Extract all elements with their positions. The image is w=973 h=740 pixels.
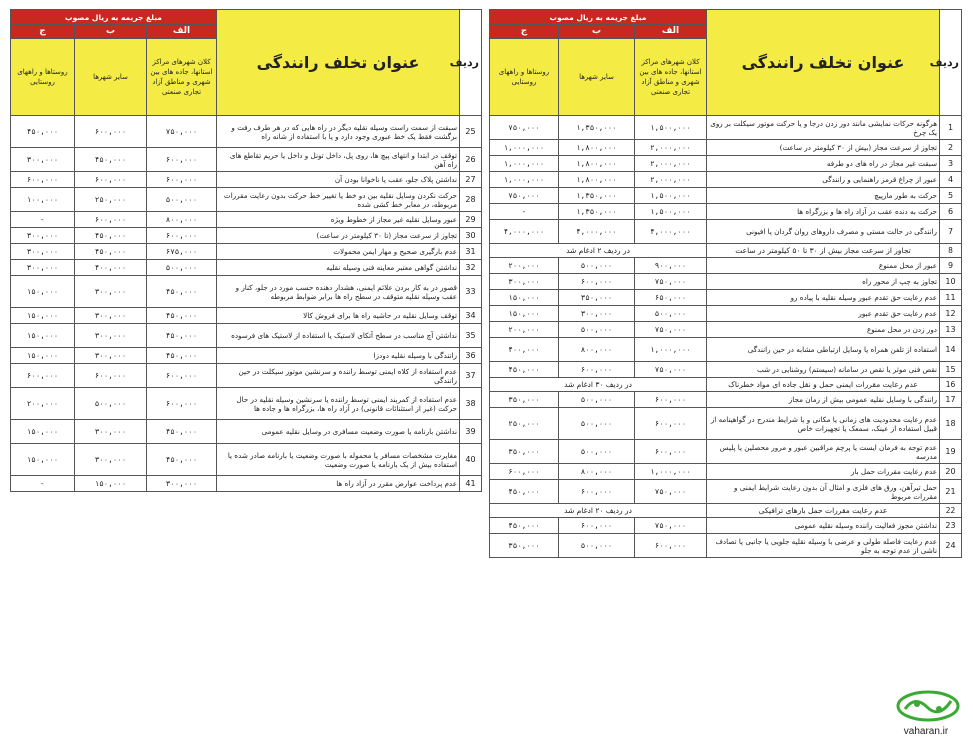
table-row [11,260,482,276]
fines-table-left [10,9,482,492]
title-header: عنوان تخلف رانندگی [217,10,460,116]
table-row [11,212,482,228]
col-alef-header: کلان شهرهای مراکز استانها، جاده های بین شهری و مناطق آزاد تجاری صنعتی [635,39,707,116]
fine-alef: ۲,۰۰۰,۰۰۰ [635,156,707,172]
fine-j: ۴۵۰,۰۰۰ [490,362,559,378]
violation-title: نداشتن آچ مناسب در سطح آتکای لاستیک یا استفاده از لاستیک های فرسوده [217,324,460,348]
table-row [490,408,962,440]
violation-title: تجاوز از سرعت مجاز (بیش از ۳۰ کیلومتر در ساعت) [707,140,940,156]
fine-b: ۳۰۰,۰۰۰ [559,306,635,322]
table-row [490,322,962,338]
table-row [490,220,962,244]
fine-alef: ۴۵۰,۰۰۰ [147,420,217,444]
fine-alef: ۱,۰۰۰,۰۰۰ [635,338,707,362]
row-number: 7 [940,220,962,244]
row-number: 3 [940,156,962,172]
merged-note: در ردیف ۲۰ ادغام شد [490,504,707,518]
fine-alef: ۴,۰۰۰,۰۰۰ [635,220,707,244]
fine-j: ۱۵۰,۰۰۰ [11,348,75,364]
fine-b: ۴۵۰,۰۰۰ [75,244,147,260]
violation-title: رانندگی با وسایل نقلیه عمومی بیش از زمان مجاز [707,392,940,408]
fine-alef: ۶۰۰,۰۰۰ [635,440,707,464]
fine-j: ۳۰۰,۰۰۰ [11,244,75,260]
fine-alef: ۹۰۰,۰۰۰ [635,258,707,274]
row-number: 10 [940,274,962,290]
fine-b: ۱,۳۵۰,۰۰۰ [559,204,635,220]
fine-alef: ۱,۰۰۰,۰۰۰ [635,464,707,480]
fine-alef: ۱,۵۰۰,۰۰۰ [635,116,707,140]
fine-alef: ۸۰۰,۰۰۰ [147,212,217,228]
row-number: 32 [460,260,482,276]
row-number: 38 [460,388,482,420]
fine-b: ۳۰۰,۰۰۰ [75,444,147,476]
col-j-letter: ج [11,25,75,39]
row-number: 37 [460,364,482,388]
row-number: 26 [460,148,482,172]
violation-title: عدم رعایت مقررات حمل بار [707,464,940,480]
fine-j: ۳۰۰,۰۰۰ [11,260,75,276]
row-number: 4 [940,172,962,188]
violation-title: هرگونه حرکات نمایشی مانند دور زدن درجا و یا حرکت موتور سیکلت بر روی یک چرخ [707,116,940,140]
violation-title: عدم رعایت مقررات ایمنی حمل و نقل جاده ای مواد خطرناک [707,378,940,392]
fine-alef: ۵۰۰,۰۰۰ [635,306,707,322]
title-header: عنوان تخلف رانندگی [707,10,940,116]
fine-b: ۵۰۰,۰۰۰ [559,534,635,558]
violation-title: سبقت غیر مجاز در راه های دو طرفه [707,156,940,172]
fine-alef: ۴۵۰,۰۰۰ [147,324,217,348]
fine-j: ۳۵۰,۰۰۰ [490,440,559,464]
table-row [490,258,962,274]
violation-title: عدم بارگیری صحیح و مهار ایمن محمولات [217,244,460,260]
col-b-letter: ب [559,25,635,39]
right-table-body [490,116,962,558]
fine-b: ۳۰۰,۰۰۰ [75,308,147,324]
table-row [490,464,962,480]
fine-j: ۲۵۰,۰۰۰ [490,408,559,440]
col-alef-letter: الف [635,25,707,39]
fine-b: ۵۰۰,۰۰۰ [559,322,635,338]
col-alef-letter: الف [147,25,217,39]
row-number: 28 [460,188,482,212]
violation-title: قصور در به کار بردن علائم ایمنی، هشدار دهنده حسب مورد در جلو، کنار و عقب وسیله نقلیه متوقف در سطح راه ها برابر ضوابط مربوطه [217,276,460,308]
fine-b: ۴۵۰,۰۰۰ [75,148,147,172]
fine-j: ۲۰۰,۰۰۰ [490,322,559,338]
table-row [11,276,482,308]
table-row [11,420,482,444]
fine-alef: ۴۵۰,۰۰۰ [147,308,217,324]
fine-alef: ۳۰۰,۰۰۰ [147,476,217,492]
violation-title: تجاوز از سرعت مجاز بیش از ۳۰ تا ۵۰ کیلومتر در ساعت [707,244,940,258]
fine-j: ۱۵۰,۰۰۰ [11,276,75,308]
fine-alef: ۵۰۰,۰۰۰ [147,188,217,212]
fine-j: ۱۵۰,۰۰۰ [11,444,75,476]
violation-title: تجاوز از سرعت مجاز (تا ۳۰ کیلومتر در ساعت) [217,228,460,244]
col-b-letter: ب [75,25,147,39]
fine-b: ۳۵۰,۰۰۰ [559,290,635,306]
fine-j: ۷۵۰,۰۰۰ [490,188,559,204]
fine-alef: ۲,۰۰۰,۰۰۰ [635,172,707,188]
table-row [11,324,482,348]
fine-j: ۴,۰۰۰,۰۰۰ [490,220,559,244]
logo-icon [893,689,963,723]
fine-alef: ۷۵۰,۰۰۰ [635,518,707,534]
violation-title: استفاده از تلفن همراه یا وسایل ارتباطی مشابه در حین رانندگی [707,338,940,362]
table-row [490,156,962,172]
fine-b: ۳۰۰,۰۰۰ [75,348,147,364]
fine-b: ۸۰۰,۰۰۰ [559,338,635,362]
fine-j: ۱۵۰,۰۰۰ [490,306,559,322]
fine-b: ۱,۳۵۰,۰۰۰ [559,188,635,204]
fine-j: ۱۵۰,۰۰۰ [11,420,75,444]
row-number: 16 [940,378,962,392]
fine-alef: ۶۰۰,۰۰۰ [635,408,707,440]
table-row [490,172,962,188]
fine-alef: ۴۵۰,۰۰۰ [147,444,217,476]
fine-j: ۳۰۰,۰۰۰ [11,148,75,172]
fine-b: ۵۰۰,۰۰۰ [559,440,635,464]
merged-note: در ردیف ۲ ادغام شد [490,244,707,258]
violation-title: توقف وسایل نقلیه در حاشیه راه ها برای فروش کالا [217,308,460,324]
table-row [490,392,962,408]
fine-b: ۶۰۰,۰۰۰ [559,518,635,534]
violation-title: حرکت نکردن وسایل نقلیه بین دو خط یا تغییر خط حرکت بدون رعایت مقررات مربوطه، در معابر خط کشی شده [217,188,460,212]
fine-b: ۱,۸۰۰,۰۰۰ [559,140,635,156]
table-row [11,228,482,244]
row-number: 25 [460,116,482,148]
row-number: 8 [940,244,962,258]
fines-table-right [489,9,962,558]
row-number: 20 [940,464,962,480]
fine-b: ۴۵۰,۰۰۰ [75,228,147,244]
table-row [11,476,482,492]
fine-j: - [11,212,75,228]
fine-alef: ۲,۰۰۰,۰۰۰ [635,140,707,156]
table-row [490,504,962,518]
row-number: 40 [460,444,482,476]
violation-title: عدم استفاده از کمربند ایمنی توسط راننده یا سرنشین وسیله نقلیه در حال حرکت (غیر از استثنائات قانونی) در آزاد راه ها، بزرگراه ها و جاده ها [217,388,460,420]
violation-title: رانندگی در حالت مستی و مصرف داروهای روان گردان یا افیونی [707,220,940,244]
table-row [11,188,482,212]
fine-alef: ۶۰۰,۰۰۰ [147,364,217,388]
violation-title: دور زدن در محل ممنوع [707,322,940,338]
table-row [11,364,482,388]
fine-b: ۱۵۰,۰۰۰ [75,476,147,492]
fine-j: ۷۵۰,۰۰۰ [490,116,559,140]
row-number: 33 [460,276,482,308]
table-row [490,518,962,534]
violation-title: نداشتن بارنامه یا صورت وضعیت مسافری در وسایل نقلیه عمومی [217,420,460,444]
fine-b: ۵۰۰,۰۰۰ [559,408,635,440]
col-b-header: سایر شهرها [559,39,635,116]
fine-j: ۲۰۰,۰۰۰ [11,388,75,420]
row-number: 27 [460,172,482,188]
violation-title: عدم استفاده از کلاه ایمنی توسط راننده و سرنشین موتور سیکلت در حین رانندگی [217,364,460,388]
row-number: 21 [940,480,962,504]
violation-title: عبور از چراغ قرمز راهنمایی و رانندگی [707,172,940,188]
row-number: 23 [940,518,962,534]
amount-group-header: مبلغ جریمه به ریال مصوب [11,10,217,25]
table-row [11,388,482,420]
fine-b: ۱,۸۰۰,۰۰۰ [559,172,635,188]
row-number: 24 [940,534,962,558]
fine-b: ۵۰۰,۰۰۰ [75,388,147,420]
violation-title: عبور از محل ممنوع [707,258,940,274]
violation-title: عدم رعایت فاصله طولی و عرضی با وسیله نقلیه جلویی یا جانبی یا تصادف ناشی از عدم توجه به جلو [707,534,940,558]
fine-alef: ۶۰۰,۰۰۰ [147,228,217,244]
fine-j: ۳۵۰,۰۰۰ [490,392,559,408]
violation-title: مغایرت مشخصات مسافر یا محموله با صورت وضعیت یا بارنامه صادر شده یا استفاده بیش از یک بارنامه یا صورت وضعیت [217,444,460,476]
row-number: 36 [460,348,482,364]
fine-alef: ۶۰۰,۰۰۰ [635,534,707,558]
fine-j: ۳۵۰,۰۰۰ [490,534,559,558]
radif-header: ردیف [940,10,962,116]
fine-alef: ۱,۵۰۰,۰۰۰ [635,204,707,220]
violation-title: عدم توجه به فرمان ایست یا پرچم مراقبین عبور و مرور محصلین یا پلیس مدرسه [707,440,940,464]
fine-b: ۴۰۰,۰۰۰ [75,260,147,276]
row-number: 34 [460,308,482,324]
fine-b: ۱,۸۰۰,۰۰۰ [559,156,635,172]
fine-j: ۶۰۰,۰۰۰ [490,464,559,480]
table-row [490,188,962,204]
row-number: 11 [940,290,962,306]
fine-b: ۸۰۰,۰۰۰ [559,464,635,480]
row-number: 5 [940,188,962,204]
fine-alef: ۴۵۰,۰۰۰ [147,276,217,308]
fine-j: ۳۰۰,۰۰۰ [11,228,75,244]
fine-j: ۶۰۰,۰۰۰ [11,364,75,388]
fine-b: ۶۰۰,۰۰۰ [75,212,147,228]
violation-title: نداشتن پلاک جلو، عقب یا ناخوانا بودن آن [217,172,460,188]
fine-j: ۱۵۰,۰۰۰ [11,308,75,324]
fine-alef: ۶۰۰,۰۰۰ [635,392,707,408]
fine-alef: ۷۵۰,۰۰۰ [635,274,707,290]
table-row [490,306,962,322]
fine-alef: ۶۵۰,۰۰۰ [635,290,707,306]
row-number: 39 [460,420,482,444]
violation-title: حرکت به طور مارپیچ [707,188,940,204]
col-b-header: سایر شهرها [75,39,147,116]
row-number: 9 [940,258,962,274]
fine-j: ۱,۰۰۰,۰۰۰ [490,172,559,188]
table-row [11,172,482,188]
fine-j: - [490,204,559,220]
left-table-body [11,116,482,492]
fine-b: ۳۰۰,۰۰۰ [75,324,147,348]
fine-j: ۴۰۰,۰۰۰ [490,338,559,362]
fine-b: ۶۰۰,۰۰۰ [75,364,147,388]
violation-title: حمل تیرآهن، ورق های فلزی و امثال آن بدون رعایت شرایط ایمنی و مقررات مربوط [707,480,940,504]
col-alef-header: کلان شهرهای مراکز استانها، جاده های بین شهری و مناطق آزاد تجاری صنعتی [147,39,217,116]
fine-alef: ۷۵۰,۰۰۰ [635,322,707,338]
fine-alef: ۷۵۰,۰۰۰ [635,480,707,504]
violation-title: توقف در ابتدا و انتهای پیچ ها، روی پل، داخل تونل و داخل یا حریم تقاطع های راه آهن [217,148,460,172]
table-row [490,244,962,258]
row-number: 2 [940,140,962,156]
table-row [490,338,962,362]
fine-alef: ۷۵۰,۰۰۰ [147,116,217,148]
site-logo [883,689,969,737]
violation-title: عدم رعایت مقررات حمل بارهای ترافیکی [707,504,940,518]
merged-note: در ردیف ۳۰ ادغام شد [490,378,707,392]
table-row [490,440,962,464]
fine-b: ۶۰۰,۰۰۰ [559,274,635,290]
table-row [11,116,482,148]
col-j-header: روستاها و راههای روستایی [11,39,75,116]
watermark-text: vaharan.ir [903,726,949,737]
fine-b: ۶۰۰,۰۰۰ [75,172,147,188]
fine-j: - [11,476,75,492]
fine-j: ۱۵۰,۰۰۰ [11,324,75,348]
fine-alef: ۵۰۰,۰۰۰ [147,260,217,276]
row-number: 31 [460,244,482,260]
row-number: 14 [940,338,962,362]
violation-title: نداشتن مجوز فعالیت راننده وسیله نقلیه عمومی [707,518,940,534]
violation-title: نداشتن گواهی معتبر معاینه فنی وسیله نقلیه [217,260,460,276]
fine-alef: ۶۷۵,۰۰۰ [147,244,217,260]
fine-b: ۱,۳۵۰,۰۰۰ [559,116,635,140]
fine-b: ۳۰۰,۰۰۰ [75,276,147,308]
table-row [11,348,482,364]
row-number: 29 [460,212,482,228]
fine-b: ۵۰۰,۰۰۰ [559,392,635,408]
table-row [490,140,962,156]
fine-b: ۶۰۰,۰۰۰ [75,116,147,148]
fine-b: ۶۰۰,۰۰۰ [559,480,635,504]
row-number: 15 [940,362,962,378]
fine-j: ۲۰۰,۰۰۰ [490,258,559,274]
violation-title: نقص فنی موثر یا نقص در سامانه (سیستم) روشنایی در شب [707,362,940,378]
table-row [490,116,962,140]
table-row [490,362,962,378]
table-row [490,480,962,504]
fine-b: ۴,۰۰۰,۰۰۰ [559,220,635,244]
table-row [490,274,962,290]
fine-alef: ۶۰۰,۰۰۰ [147,388,217,420]
fine-b: ۵۰۰,۰۰۰ [559,258,635,274]
fine-j: ۴۵۰,۰۰۰ [11,116,75,148]
row-number: 1 [940,116,962,140]
fine-j: ۱,۰۰۰,۰۰۰ [490,156,559,172]
fine-j: ۱۵۰,۰۰۰ [490,290,559,306]
fine-j: ۱۰۰,۰۰۰ [11,188,75,212]
fine-j: ۴۵۰,۰۰۰ [490,518,559,534]
table-row [11,244,482,260]
row-number: 17 [940,392,962,408]
col-j-header: روستاها و راههای روستایی [490,39,559,116]
violation-title: رانندگی با وسیله نقلیه دودزا [217,348,460,364]
fine-alef: ۶۰۰,۰۰۰ [147,172,217,188]
fine-alef: ۶۰۰,۰۰۰ [147,148,217,172]
row-number: 6 [940,204,962,220]
row-number: 13 [940,322,962,338]
row-number: 12 [940,306,962,322]
row-number: 41 [460,476,482,492]
fine-b: ۲۵۰,۰۰۰ [75,188,147,212]
fine-alef: ۴۵۰,۰۰۰ [147,348,217,364]
radif-header: ردیف [460,10,482,116]
fine-j: ۱,۰۰۰,۰۰۰ [490,140,559,156]
fine-b: ۶۰۰,۰۰۰ [559,362,635,378]
col-j-letter: ج [490,25,559,39]
violation-title: عدم رعایت حق تقدم عبور [707,306,940,322]
table-row [490,204,962,220]
table-row [11,444,482,476]
table-row [490,534,962,558]
fine-alef: ۷۵۰,۰۰۰ [635,362,707,378]
violation-title: تجاوز به چپ از محور راه [707,274,940,290]
fine-j: ۶۰۰,۰۰۰ [11,172,75,188]
fine-b: ۳۰۰,۰۰۰ [75,420,147,444]
table-row [490,290,962,306]
table-row [11,148,482,172]
row-number: 19 [940,440,962,464]
table-row [490,378,962,392]
row-number: 22 [940,504,962,518]
violation-title: عدم پرداخت عوارض مقرر در آزاد راه ها [217,476,460,492]
row-number: 30 [460,228,482,244]
violation-title: عدم رعایت حق تقدم عبور وسیله نقلیه با پیاده رو [707,290,940,306]
row-number: 35 [460,324,482,348]
violation-title: سبقت از سمت راست وسیله نقلیه دیگر در راه هایی که در هر طرف رفت و برگشت فقط یک خط عبوری وجود دارد و یا با استفاده از شانه راه [217,116,460,148]
fine-j: ۳۰۰,۰۰۰ [490,274,559,290]
row-number: 18 [940,408,962,440]
violation-title: عدم رعایت محدودیت های زمانی یا مکانی و یا شرایط مندرج در گواهینامه از قبیل استفاده از عینک، سمعک یا تجهیزات خاص [707,408,940,440]
fine-alef: ۱,۵۰۰,۰۰۰ [635,188,707,204]
amount-group-header: مبلغ جریمه به ریال مصوب [490,10,707,25]
fine-j: ۴۵۰,۰۰۰ [490,480,559,504]
table-row [11,308,482,324]
violation-title: حرکت به دنده عقب در آزاد راه ها و بزرگراه ها [707,204,940,220]
violation-title: عبور وسایل نقلیه غیر مجاز از خطوط ویژه [217,212,460,228]
